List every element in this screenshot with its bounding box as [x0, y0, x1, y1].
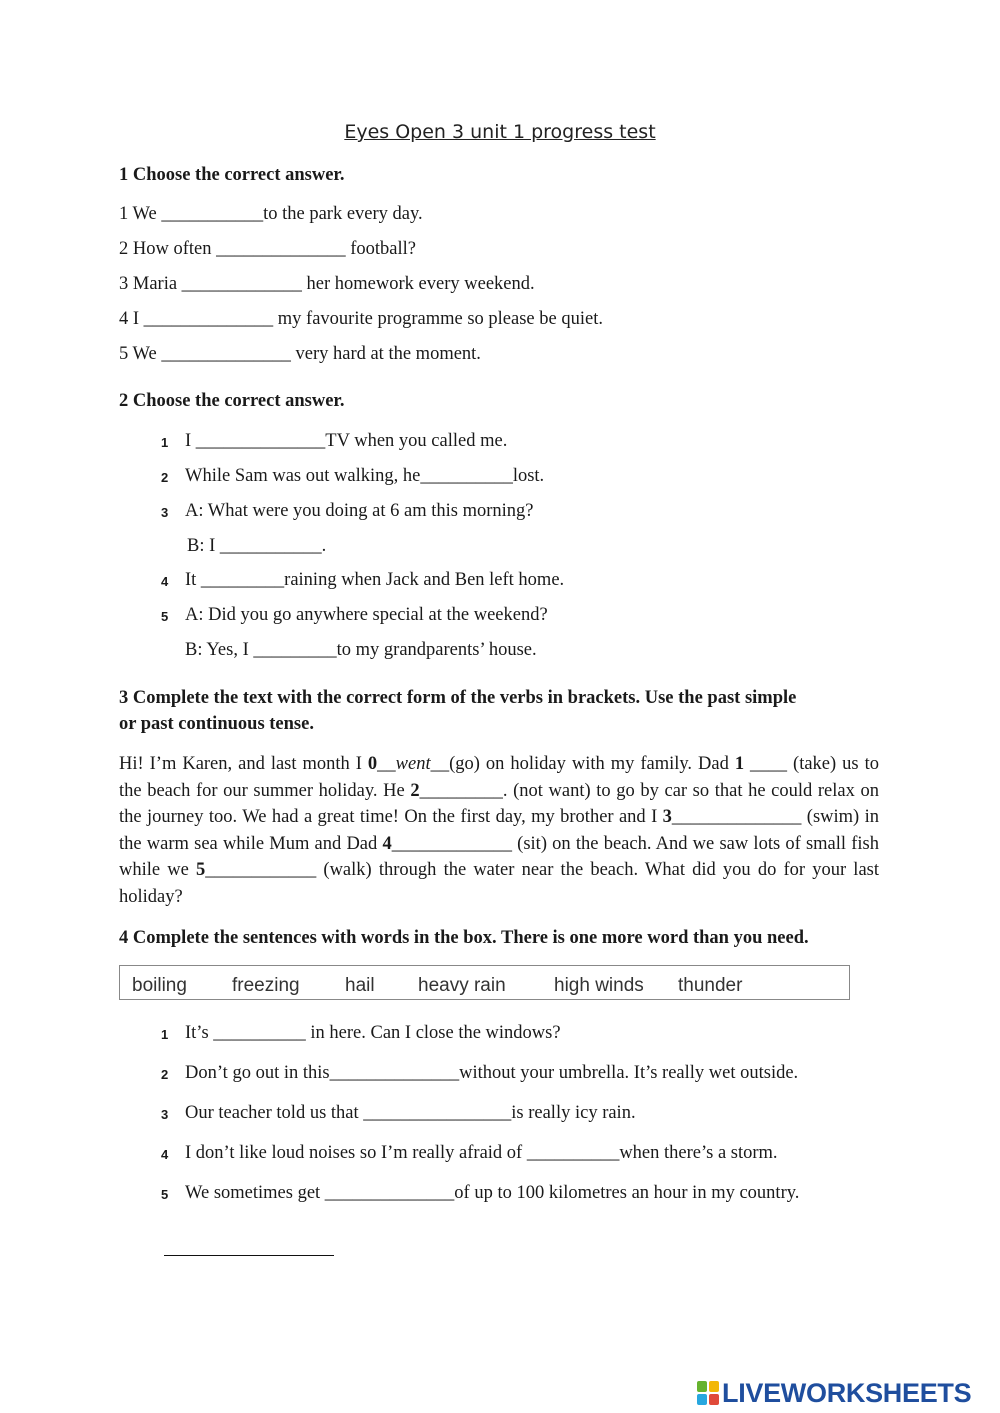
logo-square-1 — [697, 1381, 707, 1392]
section-4-item-3: Our teacher told us that ________________is really icy rain. — [185, 1103, 636, 1123]
word-heavy-rain: heavy rain — [418, 975, 506, 996]
liveworksheets-logo-icon — [697, 1381, 719, 1405]
section-3-heading-line-1: 3 Complete the text with the correct form of the verbs in brackets. Use the past simple — [119, 688, 797, 708]
signature-line — [164, 1255, 334, 1256]
para-text-4: _________. (not want) to go by car so that he could relax on the journey too. We had a great time! On the first day, my brother and I — [119, 780, 879, 828]
word-boiling: boiling — [132, 975, 187, 996]
section-2-num-4: 4 — [161, 574, 169, 589]
section-2-heading: 2 Choose the correct answer. — [119, 391, 345, 411]
section-4-num-1: 1 — [161, 1027, 169, 1042]
section-2-num-5: 5 — [161, 609, 169, 624]
section-2-num-2: 2 — [161, 470, 169, 485]
gap-marker-2: 2 — [410, 780, 420, 801]
gap-blank-0a: __ — [377, 754, 396, 774]
liveworksheets-logo[interactable] — [697, 1377, 972, 1408]
gap-marker-3: 3 — [662, 807, 672, 828]
section-1-line-3: 3 Maria _____________ her homework every weekend. — [119, 274, 535, 294]
section-4-item-5: We sometimes get ______________of up to 100 kilometres an hour in my country. — [185, 1183, 800, 1203]
gap-marker-4: 4 — [382, 833, 392, 854]
para-text-6: _____________ (sit) on the beach. And we saw lots of small fish while we — [119, 833, 880, 881]
section-2-item-5b: B: Yes, I _________to my grandparents’ house. — [185, 640, 537, 660]
section-4-item-1: It’s __________ in here. Can I close the windows? — [185, 1023, 561, 1043]
word-thunder: thunder — [678, 975, 743, 996]
section-1-line-2: 2 How often ______________ football? — [119, 239, 416, 259]
logo-square-4 — [709, 1394, 719, 1405]
section-1-line-5: 5 We ______________ very hard at the moment. — [119, 344, 481, 364]
gap-marker-1: 1 — [734, 754, 745, 774]
section-1-heading: 1 Choose the correct answer. — [119, 165, 345, 185]
section-2-num-3: 3 — [161, 505, 169, 520]
section-3-paragraph — [119, 751, 879, 911]
section-1-line-1: 1 We ___________to the park every day. — [119, 204, 423, 224]
section-2-item-1: I ______________TV when you called me. — [185, 431, 508, 451]
section-4-num-4: 4 — [161, 1147, 169, 1162]
word-freezing: freezing — [232, 975, 300, 996]
para-text-2: (go) on holiday with my family. Dad — [449, 754, 735, 774]
section-2-num-1: 1 — [161, 435, 169, 450]
logo-square-3 — [697, 1394, 707, 1405]
para-text-7: ____________ (walk) through the water near the beach. What did you do for your last holiday? — [119, 860, 879, 907]
word-box — [119, 965, 850, 1000]
section-4-item-2: Don’t go out in this______________without your umbrella. It’s really wet outside. — [185, 1063, 799, 1083]
section-2-item-2: While Sam was out walking, he__________lost. — [185, 466, 545, 486]
section-4-heading: 4 Complete the sentences with words in the box. There is one more word than you need. — [119, 928, 809, 948]
para-text-3: ____ (take) us to the beach for our summer holiday. He — [119, 754, 879, 801]
section-2-item-3b: B: I ___________. — [187, 536, 327, 556]
section-1-line-4: 4 I ______________ my favourite programme so please be quiet. — [119, 309, 603, 329]
word-high-winds: high winds — [554, 975, 644, 996]
section-3-heading-line-2: or past continuous tense. — [119, 714, 314, 734]
gap-blank-0b: __ — [430, 754, 450, 774]
section-4-item-4: I don’t like loud noises so I’m really afraid of __________when there’s a storm. — [185, 1143, 778, 1163]
para-text-1: Hi! I’m Karen, and last month I — [119, 754, 368, 774]
para-text-5: ______________ (swim) in the warm sea while Mum and Dad — [119, 807, 879, 854]
worksheet-title: Eyes Open 3 unit 1 progress test — [344, 121, 656, 143]
word-hail: hail — [345, 975, 375, 996]
example-answer: went — [395, 754, 431, 774]
section-4-num-2: 2 — [161, 1067, 169, 1082]
gap-marker-5: 5 — [196, 860, 206, 881]
liveworksheets-logo-text: LIVEWORKSHEETS — [722, 1377, 972, 1408]
gap-marker-0: 0 — [367, 754, 378, 774]
section-4-num-3: 3 — [161, 1107, 169, 1122]
section-2-item-5a: A: Did you go anywhere special at the weekend? — [185, 605, 548, 625]
section-2-item-3a: A: What were you doing at 6 am this morning? — [185, 501, 534, 521]
logo-square-2 — [709, 1381, 719, 1392]
section-2-item-4: It _________raining when Jack and Ben left home. — [185, 570, 565, 590]
section-4-num-5: 5 — [161, 1187, 169, 1202]
